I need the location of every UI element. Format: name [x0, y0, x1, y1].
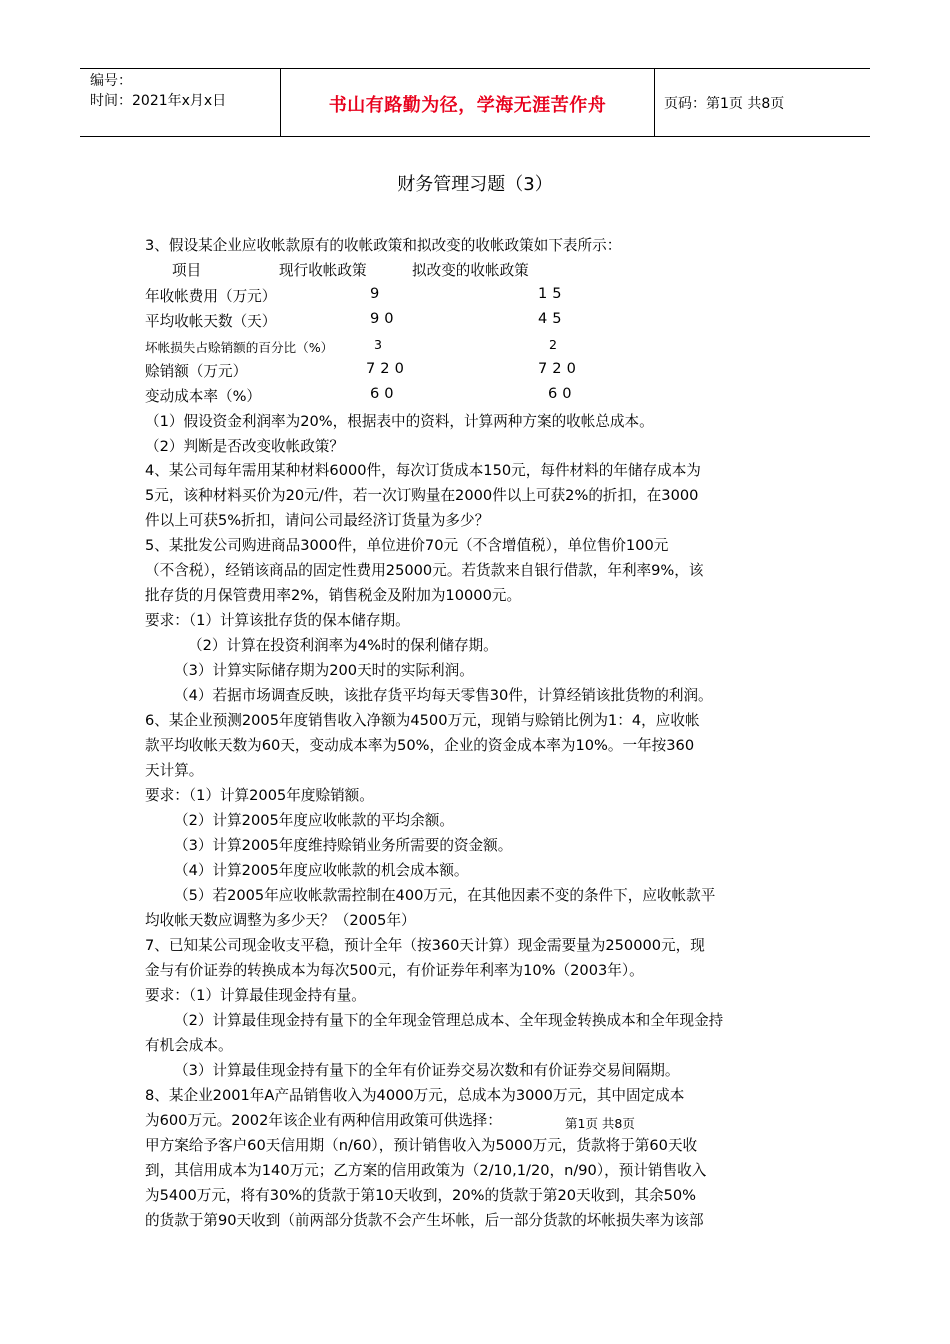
table-row-proposed: 60 — [548, 385, 577, 402]
q6-requirement: 要求：（1）计算2005年度赊销额。 — [145, 787, 374, 804]
q5-line: （不含税），经销该商品的固定性费用25000元。若货款来自银行借款，年利率9%，该 — [145, 562, 704, 579]
q6-requirement: （5）若2005年应收帐款需控制在400万元，在其他因素不变的条件下，应收帐款平 — [174, 887, 716, 904]
q7-line: 金与有价证券的转换成本为每次500元，有价证券年利率为10%（2003年）。 — [145, 962, 644, 979]
date-label: 时间：2021年x月x日 — [90, 93, 227, 109]
q6-line: 款平均收帐天数为60天，变动成本率为50%，企业的资金成本率为10%。一年按360 — [145, 737, 695, 754]
q7-requirement: 有机会成本。 — [145, 1037, 233, 1054]
q8-line: 8、某企业2001年A产品销售收入为4000万元，总成本为3000万元，其中固定成本 — [145, 1087, 685, 1104]
q8-line: 为600万元。2002年该企业有两种信用政策可供选择： — [145, 1112, 502, 1129]
q5-requirement: （4）若据市场调查反映，该批存货平均每天零售30件，计算经销该批货物的利润。 — [174, 687, 713, 704]
q6-requirement: 均收帐天数应调整为多少天？（2005年） — [145, 912, 416, 929]
q8-line: 的货款于第90天收到（前两部分货款不会产生坏帐，后一部分货款的坏帐损失率为该部 — [145, 1212, 704, 1229]
table-row-current: 3 — [374, 337, 383, 352]
q6-line: 天计算。 — [145, 762, 204, 779]
q8-line: 甲方案给予客户60天信用期（n/60），预计销售收入为5000万元，货款将于第60天收 — [145, 1137, 698, 1154]
q6-requirement: （3）计算2005年度维持赊销业务所需要的资金额。 — [174, 837, 513, 854]
table-header-current: 现行收帐政策 — [279, 262, 367, 279]
header-page-info: 页码：第1页 共8页 — [664, 96, 785, 112]
table-row-item: 年收帐费用（万元） — [145, 288, 277, 305]
table-row-current: 60 — [370, 385, 399, 402]
q6-line: 6、某企业预测2005年度销售收入净额为4500万元，现销与赊销比例为1：4，应收帐 — [145, 712, 700, 729]
q3-intro: 3、假设某企业应收帐款原有的收帐政策和拟改变的收帐政策如下表所示： — [145, 237, 622, 254]
table-row-proposed: 45 — [538, 310, 567, 327]
table-row-proposed: 15 — [538, 285, 567, 302]
q4-line: 5元，该种材料买价为20元/件，若一次订购量在2000件以上可获2%的折扣，在3000 — [145, 487, 699, 504]
table-row-current: 90 — [370, 310, 399, 327]
q4-line: 4、某公司每年需用某种材料6000件，每次订货成本150元，每件材料的年储存成本为 — [145, 462, 701, 479]
page-header — [80, 68, 870, 137]
table-header-proposed: 拟改变的收帐政策 — [412, 262, 529, 279]
table-row-proposed: 720 — [538, 360, 581, 377]
q3-sub-question: （2）判断是否改变收帐政策？ — [145, 438, 345, 455]
q5-requirement: （3）计算实际储存期为200天时的实际利润。 — [174, 662, 474, 679]
q6-requirement: （2）计算2005年度应收帐款的平均余额。 — [174, 812, 454, 829]
q7-line: 7、已知某公司现金收支平稳，预计全年（按360天计算）现金需要量为250000元，现 — [145, 937, 705, 954]
q4-line: 件以上可获5%折扣，请问公司最经济订货量为多少？ — [145, 512, 490, 529]
table-row-item: 变动成本率（%） — [145, 388, 262, 405]
q5-requirement: （2）计算在投资利润率为4%时的保利储存期。 — [188, 637, 498, 654]
page-footer: 第1页 共8页 — [565, 1116, 635, 1131]
table-row-current: 9 — [370, 285, 380, 302]
table-row-item: 坏帐损失占赊销额的百分比（%） — [145, 340, 334, 355]
header-motto: 书山有路勤为径，学海无涯苦作舟 — [328, 95, 607, 116]
q3-sub-question: （1）假设资金利润率为20%，根据表中的资料，计算两种方案的收帐总成本。 — [145, 413, 654, 430]
table-row-proposed: 2 — [549, 337, 558, 352]
q5-requirement: 要求：（1）计算该批存货的保本储存期。 — [145, 612, 410, 629]
number-label: 编号： — [90, 73, 132, 89]
header-divider — [654, 69, 655, 136]
q7-requirement: 要求：（1）计算最佳现金持有量。 — [145, 987, 366, 1004]
q5-line: 批存货的月保管费用率2%，销售税金及附加为10000元。 — [145, 587, 522, 604]
q7-requirement: （3）计算最佳现金持有量下的全年有价证券交易次数和有价证券交易间隔期。 — [174, 1062, 680, 1079]
table-row-item: 平均收帐天数（天） — [145, 313, 277, 330]
q8-line: 为5400万元，将有30%的货款于第10天收到，20%的货款于第20天收到，其余50% — [145, 1187, 697, 1204]
table-row-current: 720 — [366, 360, 409, 377]
page-title: 财务管理习题（3） — [397, 174, 553, 195]
q6-requirement: （4）计算2005年度应收帐款的机会成本额。 — [174, 862, 469, 879]
q5-line: 5、某批发公司购进商品3000件，单位进价70元（不含增值税），单位售价100元 — [145, 537, 669, 554]
table-row-item: 赊销额（万元） — [145, 363, 248, 380]
q8-line: 到，其信用成本为140万元；乙方案的信用政策为（2/10,1/20，n/90），预计销售收入 — [145, 1162, 707, 1179]
table-header-item: 项目 — [172, 262, 202, 279]
q7-requirement: （2）计算最佳现金持有量下的全年现金管理总成本、全年现金转换成本和全年现金持 — [174, 1012, 724, 1029]
header-left-cell — [90, 71, 226, 111]
